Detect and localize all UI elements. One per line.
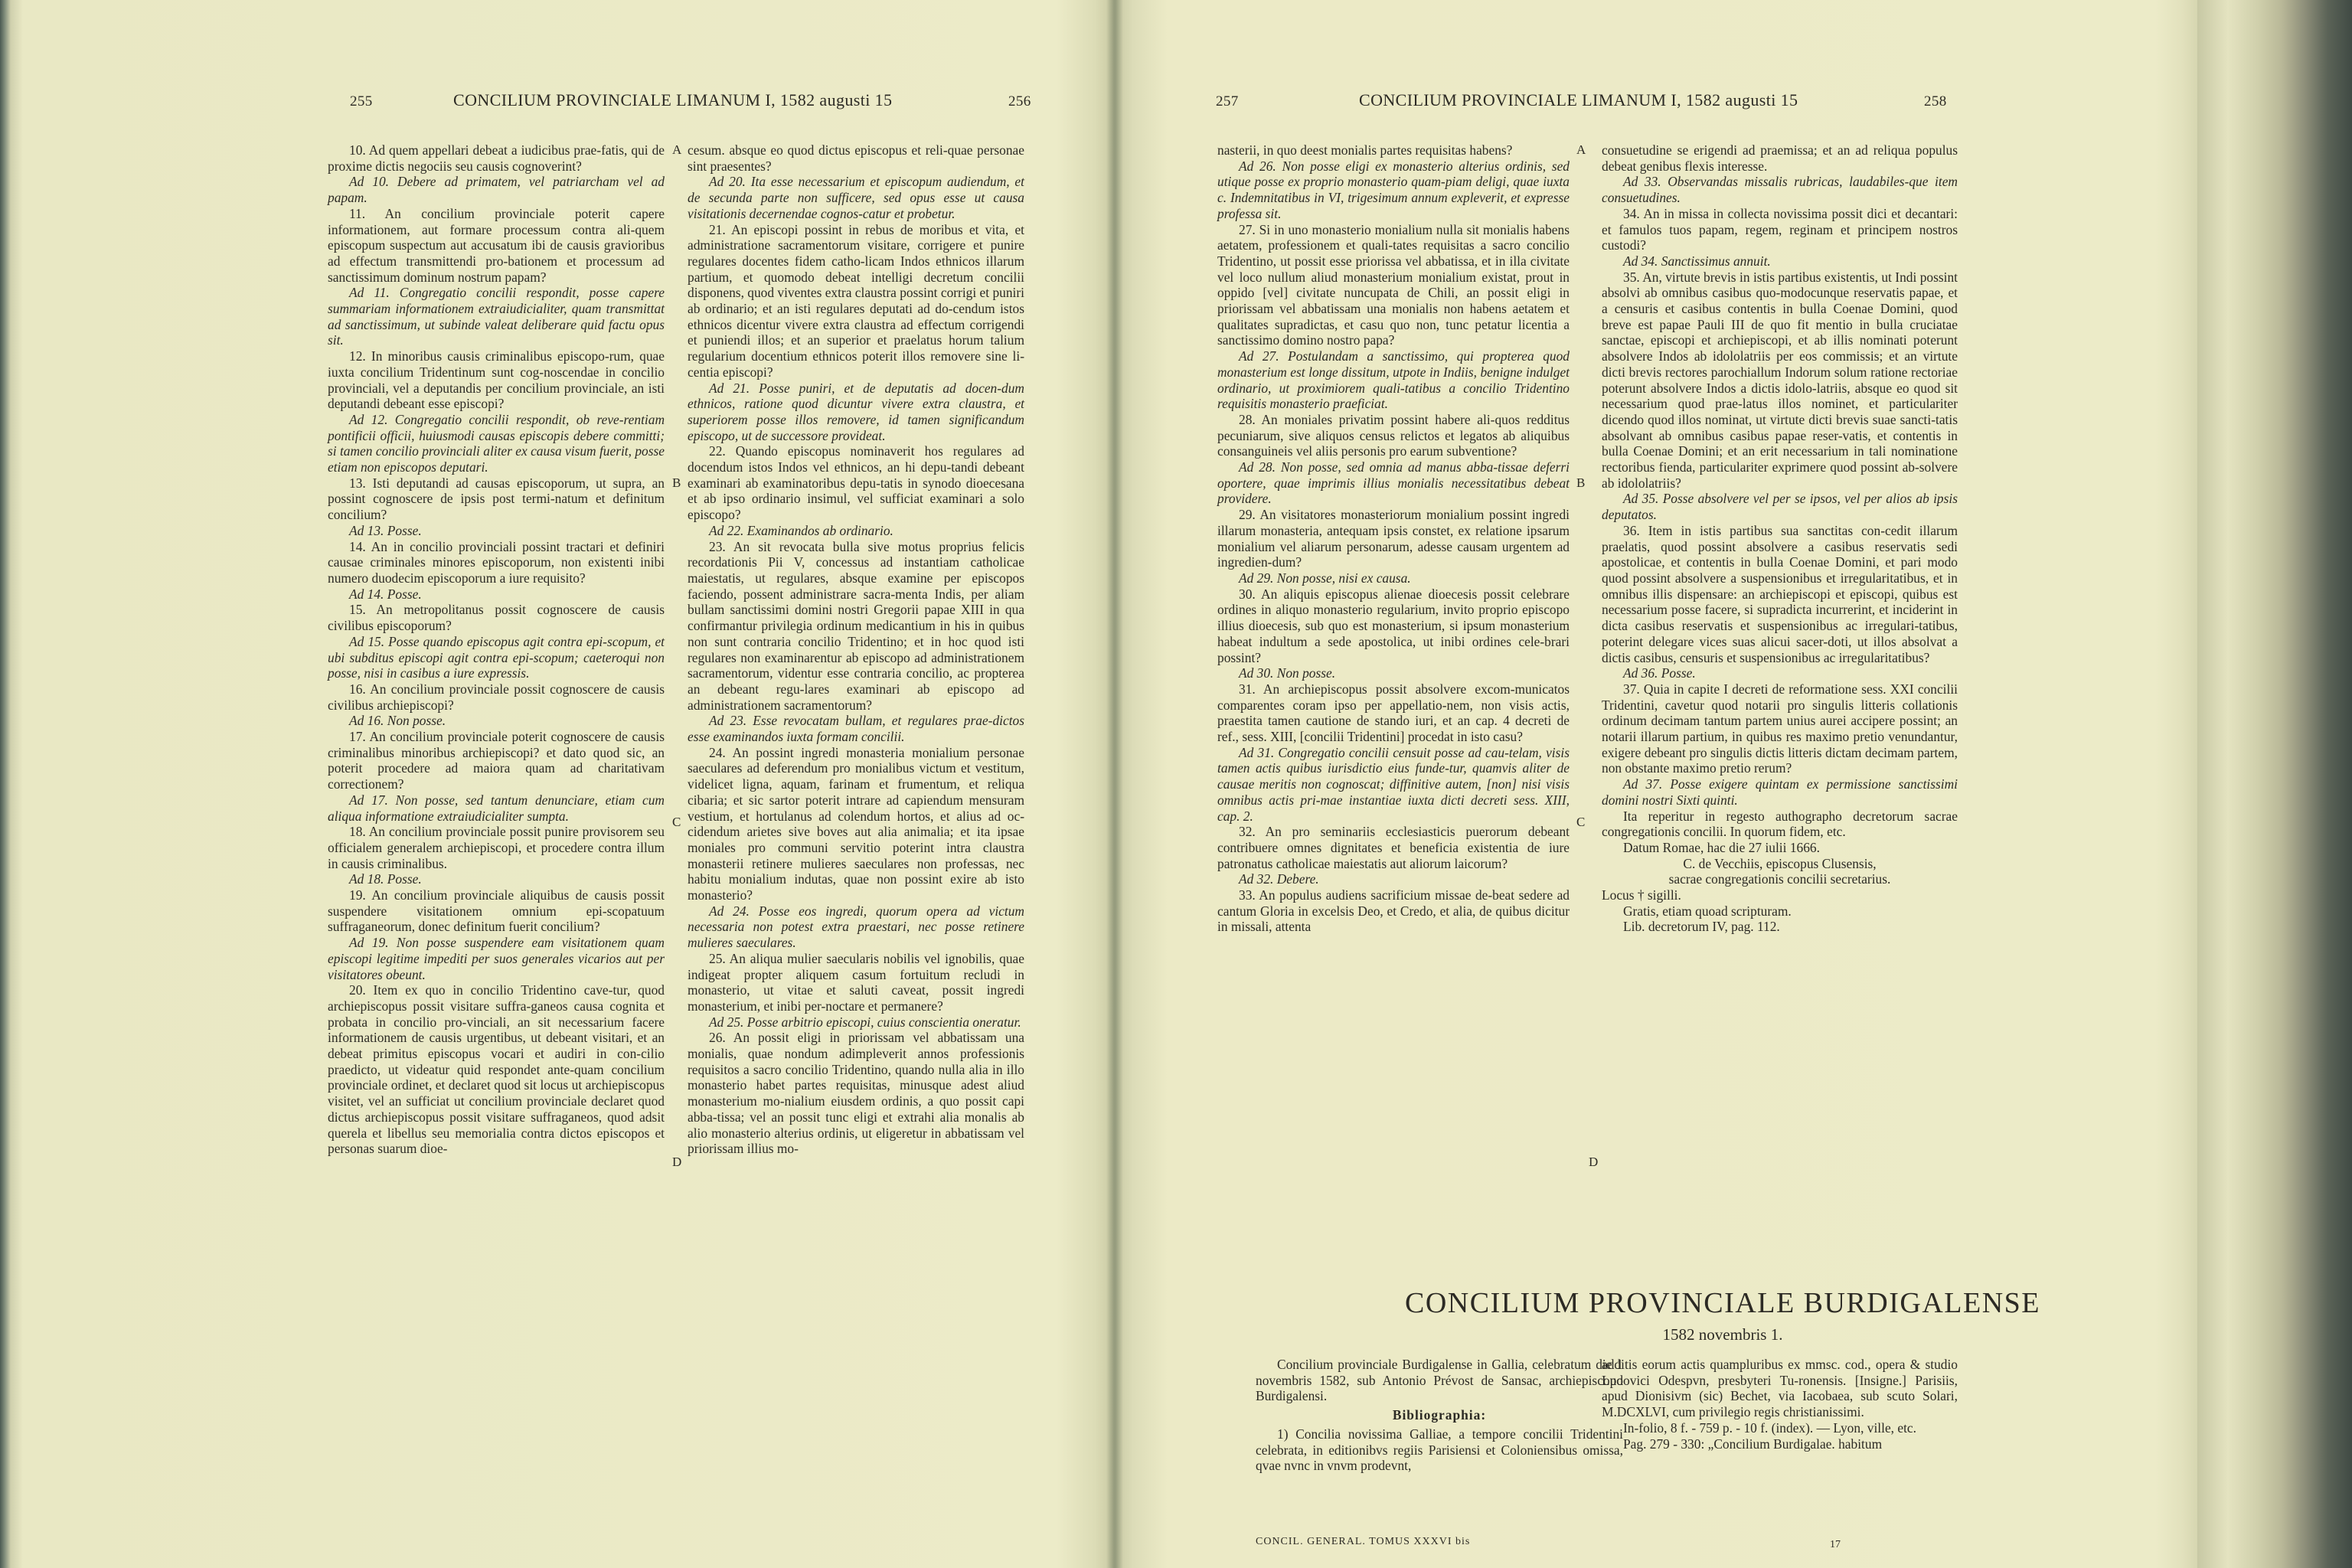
running-title: CONCILIUM PROVINCIALE LIMANUM I, 1582 augusti 15	[453, 90, 893, 109]
margin-marker: A	[672, 142, 682, 157]
response-paragraph: Ad 16. Non posse.	[349, 713, 446, 729]
question-paragraph: 15. An metropolitanus possit cognoscere de causis civilibus episcoporum?	[328, 602, 665, 634]
response-paragraph: Ad 37. Posse exigere quintam ex permissione sanctissimi domini nostri Sixti quinti.	[1602, 776, 1958, 808]
response-paragraph: Ad 14. Posse.	[349, 586, 422, 602]
question-paragraph: Gratis, etiam quoad scripturam.	[1623, 903, 1792, 919]
sheet-number: 17	[1830, 1539, 1841, 1550]
page-number: 258	[1924, 93, 1947, 109]
response-paragraph: Ad 19. Non posse suspendere eam visitationem quam episcopi legitime impediti per suos generales vicarios aut per visitatores obeunt.	[328, 935, 665, 982]
question-paragraph: nasterii, in quo deest monialis partes requisitas habens?	[1217, 142, 1513, 158]
question-paragraph: 19. An concilium provinciale aliquibus de causis possit suspendere visitationem omnium epi-scopatuum suffraganeorum, donec definitum fuerit concilium?	[328, 887, 665, 935]
response-paragraph: Ad 28. Non posse, sed omnia ad manus abba-tissae deferri oportere, quae imprimis illius monialis necessitatibus debeat providere.	[1217, 459, 1570, 507]
question-paragraph: 25. An aliqua mulier saecularis nobilis vel ignobilis, quae indigeat propter aliquem casum fortuitum recludi in monasterio, ut vitae et saluti caveat, possit ingredi monasterium, et inibi per-noctare et permanere?	[688, 950, 1024, 1014]
response-paragraph: Ad 34. Sanctissimus annuit.	[1623, 253, 1771, 269]
question-paragraph: 26. An possit eligi in priorissam vel abbatissam una monialis, quae nondum adimpleverit annos professionis requisitos a sacro concilio Tridentino, quando nulla alia in illo monasterio habet partes requisitas, minusque adest aliud monasterium mo-nialium eiusdem ordinis, a quo possit capi abba-tissa; vel an possit tunc eligi et extrahi alia monalis ab alio monasterio alterius ordinis, ut eligeretur in abbatissam vel priorissam illius mo-	[688, 1030, 1024, 1157]
response-paragraph: Ad 18. Posse.	[349, 871, 422, 887]
response-paragraph: Ad 36. Posse.	[1623, 665, 1696, 681]
text-column	[328, 142, 665, 1157]
response-paragraph: Ad 13. Posse.	[349, 522, 422, 538]
question-paragraph: consuetudine se erigendi ad praemissa; et an ad reliqua populus debeat genibus flexis interesse.	[1602, 142, 1958, 174]
question-paragraph: 33. An populus audiens sacrificium missae de-beat sedere ad cantum Gloria in excelsis Deo, et Credo, et alia, de quibus dicitur in missali, attenta	[1217, 887, 1570, 935]
response-paragraph: Ad 30. Non posse.	[1239, 665, 1336, 681]
text-column	[1602, 142, 1958, 935]
page-number: 255	[350, 93, 373, 109]
response-paragraph: Ad 12. Congregatio concilii respondit, ob reve-rentiam pontificii officii, huiusmodi causas episcopis debere committi; si tamen concilio provinciali aliter ex causa visum fuerit, posse etiam non episcopos deputari.	[328, 411, 665, 475]
question-paragraph: 20. Item ex quo in concilio Tridentino cave-tur, quod archiepiscopus possit visitare suffra-ganeos causa cognita et probata in concilio pro-vinciali, an sit necessarium facere informationem de causis urgentibus, ut debeant visitari, et an debeat primitus episcopus vocari et audiri in con-cilio praedicto, ut videatur quid respondet ante-quam concilium provinciale ordinet, et declaret quod sit locus ut archiepiscopus visitet, vel an sufficiat ut concilium provinciale declaret quod dictus archiepiscopus possit visitare suffraganeos, quod adsit querela et libellus seu memorialia contra dictos episcopos et personas suarum dioe-	[328, 982, 665, 1157]
response-paragraph: Ad 10. Debere ad primatem, vel patriarcham vel ad papam.	[328, 174, 665, 206]
margin-marker: B	[1576, 475, 1586, 490]
council-bib-column	[1602, 1357, 1958, 1452]
bibliography-entry: 1) Concilia novissima Galliae, a tempore concilii Tridentini celebrata, in editionibvs regiis Parisiensi et Coloniensibus omissa, qvae nvnc in vnvm prodevnt,	[1256, 1426, 1623, 1474]
response-paragraph: Ad 27. Postulandam a sanctissimo, qui propterea quod monasterium est longe dissitum, utpote in Indiis, benigne indulget ordinario, ut proximiorem quali-tatibus a concilio Tridentino requisitis monasterio praeficiat.	[1217, 348, 1570, 412]
question-paragraph: 21. An episcopi possint in rebus de moribus et vita, et administratione sacramentorum visitare, corrigere et punire regulares docentes fidem catho-licam Indos ethnicos illarum partium, et quomodo debeat intelligi decretum concilii disponens, quod viventes extra claustra possint corrigi et puniri ab ordinario; et an isti regulares deputati ad do-cendum istos ethnicos dicentur vivere extra claustra ad effectum corrigendi et puniendi illos; et an superior et praelatus horum talium regularium docentium ethnicos poterit illos removere sine li-centia episcopi?	[688, 221, 1024, 380]
response-paragraph: Ad 23. Esse revocatam bullam, et regulares prae-dictos esse examinandos iuxta formam concilii.	[688, 713, 1024, 745]
margin-marker: C	[1576, 815, 1586, 829]
question-paragraph: sacrae congregationis concilii secretarius.	[1668, 871, 1891, 887]
question-paragraph: 10. Ad quem appellari debeat a iudicibus prae-fatis, qui de proxime dictis negociis seu causis cognoverint?	[328, 142, 665, 174]
question-paragraph: 14. An in concilio provinciali possint tractari et definiri causae criminales minores episcoporum, non existenti inibi numero duodecim episcoporum a iure requisito?	[328, 538, 665, 586]
book-gutter	[1106, 0, 1123, 1568]
question-paragraph: 13. Isti deputandi ad causas episcoporum, ut supra, an possint cognoscere de ipsis post termi-natum et definitum concilium?	[328, 475, 665, 523]
question-paragraph: Locus † sigilli.	[1602, 887, 1681, 903]
response-paragraph: Ad 24. Posse eos ingredi, quorum opera ad victum necessaria non potest extra praestari, nec posse retinere mulieres saeculares.	[688, 903, 1024, 951]
response-paragraph: Ad 35. Posse absolvere vel per se ipsos, vel per alios ab ipsis deputatos.	[1602, 491, 1958, 523]
bibliography-continuation: additis eorum actis quampluribus ex mmsc. cod., opera & studio Ludovici Odespvn, presbyteri Tu-ronensis. [Insigne.] Parisiis, apud Dionisivm (sic) Bechet, via Iacobaea, sub scuto Solari, M.DCXLVI, cum privilegio regis christianissimi.	[1602, 1357, 1958, 1420]
question-paragraph: 12. In minoribus causis criminalibus episcopo-rum, quae iuxta concilium Tridentinum sunt cog-noscendae in concilio provinciali, vel a deputandis per concilium provinciale, an isti deputandi debeant esse episcopi?	[328, 348, 665, 412]
left-running-head	[0, 89, 1114, 119]
question-paragraph: 28. An moniales privatim possint habere ali-quos redditus pecuniarum, sive aliquos census relictos et legatos ab aliquibus consanguineis vel aliis personis pro earum subventione?	[1217, 411, 1570, 459]
response-paragraph: Ad 15. Posse quando episcopus agit contra epi-scopum, et ubi subditus episcopi agit contra epi-scopum; caeteroqui non posse, nisi in casibus a iure expressis.	[328, 633, 665, 681]
response-paragraph: Ad 29. Non posse, nisi ex causa.	[1239, 570, 1411, 586]
question-paragraph: 16. An concilium provinciale possit cognoscere de causis civilibus archiepiscopi?	[328, 681, 665, 713]
left-page	[0, 0, 1114, 1568]
question-paragraph: Ita reperitur in regesto authographo decretorum sacrae congregationis concilii. In quorum fidem, etc.	[1602, 808, 1958, 840]
response-paragraph: Ad 20. Ita esse necessarium et episcopum audiendum, et de secunda parte non sufficere, sed opus esse ut causa visitationis decernendae cognos-catur et probetur.	[688, 174, 1024, 221]
margin-marker: C	[672, 815, 681, 829]
margin-marker: D	[1589, 1155, 1599, 1169]
question-paragraph: 22. Quando episcopus nominaverit hos regulares ad docendum istos Indos vel ethnicos, an hi depu-tandi debeant examinari ab examinatoribus depu-tatis in synodo dioecesana et ab ipso ordinario insimul, vel sufficiat examinari a solo episcopo?	[688, 443, 1024, 523]
council-title: CONCILIUM PROVINCIALE BURDIGALENSE	[1405, 1287, 2040, 1319]
page-number: 257	[1216, 93, 1239, 109]
question-paragraph: 24. An possint ingredi monasteria monialium personae saeculares ad deferendum pro monialibus victum et vestitum, videlicet ligna, aquam, farinam et frumentum, et reliqua cibaria; et sic sartor poterit intrare ad capiendum mensuram vestium, et hortulanus ad colendum hortos, et alius ad oc-cidendum arietes sive boves aut alia animalia; et ita ipsae moniales pro communi servitio poterint intra claustra monasterii retinere mulieres saeculares non professas, nec habitu monialium indutas, quae non possint exire ab isto monasterio?	[688, 744, 1024, 903]
response-paragraph: Ad 17. Non posse, sed tantum denunciare, etiam cum aliqua informatione extraiudicialiter sumpta.	[328, 792, 665, 824]
question-paragraph: 17. An concilium provinciale poterit cognoscere de causis criminalibus minoribus archiepiscopi? et dato quod sic, an poterit procedere ad maiora quam ad charitativam correctionem?	[328, 729, 665, 792]
question-paragraph: 34. An in missa in collecta novissima possit dici et decantari: et famulos tuos papam, regem, reginam et principem nostros custodi?	[1602, 205, 1958, 253]
response-paragraph: Ad 11. Congregatio concilii respondit, posse capere summariam informationem extraiudicialiter, quam transmittat ad sanctissimum, ut subinde valeat deliberare quid factu opus sit.	[328, 285, 665, 348]
margin-marker: D	[672, 1155, 682, 1169]
question-paragraph: 37. Quia in capite I decreti de reformatione sess. XXI concilii Tridentini, cavetur quod notarii pro singulis litteris collationis ordinum decimam tantum partem unius aurei accipere possint; an notarii illarum partium, in quibus res maximo pretio venundantur, exigere debeant pro singulis dictis litteris dictam decimam partem, non obstante maximo pretio rerum?	[1602, 681, 1958, 776]
question-paragraph: 35. An, virtute brevis in istis partibus existentis, ut Indi possint absolvi ab omnibus casibus quo-modocunque reservatis papae, et a censuris et casibus contentis in bulla Coenae Domini, quod breve est papae Pauli III de quo fit mentio in bulla cruciatae sanctae, episcopi et archiepiscopi, et ab illis nominati poterunt absolvere Indos ab idololatriis per eos commissis; et an virtute dicti brevis rectores parochiallum Indorum solum ratione rectoriae poterunt absolvere Indos a dictis idolo-latriis, absque eo quod sit necessarium quod prae-latus illos nominet, et particulariter dicendo quod illos nominat, ut virtute dicti brevis suae sancti-tatis absolvant ab omnibus casibus papae reser-vatis, et contentis in bulla Coenae Domini; et an erit necessarium in tali nominatione rectoribus fienda, particulariter exprimere quod possint ab-solvere ab idololatriis?	[1602, 269, 1958, 491]
question-paragraph: 36. Item in istis partibus sua sanctitas con-cedit illarum praelatis, quod possint absolvere a casibus reservatis sedi apostolicae, et contentis in bulla Coenae Domini, et pari modo quod possint absolvere a suspensionibus et irregularitatibus, et in omnibus illis dispensare: an archiepiscopi et episcopi, quibus est necessarium posse facere, si supradicta incurrerint, et inciderint in dicta casibus reservatis et suspensionibus ac irregulari-tatibus, poterint delegare vices suas alicui sacer-doti, ut illos absolvat a dictis casibus, censuris et suspensionibus ac irregularitatibus?	[1602, 522, 1958, 665]
right-running-head	[1114, 89, 2197, 119]
question-paragraph: 18. An concilium provinciale possit punire provisorem seu officialem generalem archiepiscopi, et procedere contra illum in causis criminalibus.	[328, 824, 665, 871]
response-paragraph: Ad 22. Examinandos ab ordinario.	[709, 522, 893, 538]
question-paragraph: cesum. absque eo quod dictus episcopus et reli-quae personae sint praesentes?	[688, 142, 1024, 174]
response-paragraph: Ad 32. Debere.	[1239, 871, 1319, 887]
margin-marker: B	[672, 475, 681, 490]
question-paragraph: 29. An visitatores monasteriorum monialium possint ingredi illarum monasteria, antequam ipsis constet, ex relatione ipsarum monialium vel aliarum personarum, adesse causam urgentem ad ingredien-dum?	[1217, 507, 1570, 570]
council-intro-column	[1256, 1357, 1623, 1474]
council-date: 1582 novembris 1.	[1662, 1325, 1783, 1344]
question-paragraph: Datum Romae, hac die 27 iulii 1666.	[1623, 839, 1820, 855]
question-paragraph: 32. An pro seminariis ecclesiasticis puerorum debeant contribuere omnes dignitates et beneficia existentia de iure patronatus catholicae maiestatis aut aliorum laicorum?	[1217, 824, 1570, 871]
running-title: CONCILIUM PROVINCIALE LIMANUM I, 1582 augusti 15	[1359, 90, 1798, 109]
question-paragraph: 31. An archiepiscopus possit absolvere excom-municatos comparentes coram ipso per appellatio-nem, non visis actis, praestita tamen cautione de stando iuri, et an cap. 4 decreti de ref., sess. XIII, [concilii Tridentini] procedat in isto casu?	[1217, 681, 1570, 745]
bibliography-format: In-folio, 8 f. - 759 p. - 10 f. (index). — Lyon, ville, etc.	[1623, 1419, 1916, 1436]
question-paragraph: Lib. decretorum IV, pag. 112.	[1623, 919, 1780, 935]
question-paragraph: 23. An sit revocata bulla sive motus proprius felicis recordationis Pii V, concessus ad instantiam catholicae maiestatis, ut regulares, absque examine per episcopos faciendo, possent administrare sacra-menta Indis, per aliam bullam sanctissimi domini nostri Gregorii papae XIII in qua confirmantur privilegia ordinum medicantium in his in quibus non sunt contraria concilio Tridentino; et in hoc quod isti regulares non examinarentur ab episcopo ad administrationem sacramentorum, videntur esse contraria concilio, ac propterea an debeant regu-lares examinari ab episcopo ad administrationem sacramentorum?	[688, 538, 1024, 713]
response-paragraph: Ad 31. Congregatio concilii censuit posse ad cau-telam, visis tamen actis quibus iurisdictio eius funde-tur, quamvis aliter de causae meritis non cognoscat; diffinitive autem, [non] nisi visis omnibus actis pri-mae instantiae iuxta dicti decreti sess. XIII, cap. 2.	[1217, 744, 1570, 824]
response-paragraph: Ad 26. Non posse eligi ex monasterio alterius ordinis, sed utique posse ex proprio monasterio quam-piam deligi, quae iuxta c. Indemnitatibus in VI, trigesimum annum expleverit, et expresse professa sit.	[1217, 158, 1570, 221]
page-edge	[2197, 0, 2352, 1568]
margin-marker: A	[1576, 142, 1586, 157]
bibliography-heading: Bibliographia:	[1392, 1407, 1487, 1423]
question-paragraph: 11. An concilium provinciale poterit capere informationem, aut formare processum contra ali-quem episcopum suspectum aut accusatum ibi de causis gravioribus ad effectum transmittendi pro-bationem et processum ad sanctissimum dominum nostrum papam?	[328, 205, 665, 285]
text-column	[1217, 142, 1570, 935]
response-paragraph: Ad 33. Observandas missalis rubricas, laudabiles-que item consuetudines.	[1602, 174, 1958, 206]
page-number: 256	[1008, 93, 1031, 109]
question-paragraph: 30. An aliquis episcopus alienae dioecesis possit celebrare ordines in aliquo monasterio regularium, invito proprio episcopo illius dioecesis, sub quo est monasterium, si ipsum monasterium habeat indultum a sede apostolica, ut inibi ordines cele-brari possint?	[1217, 586, 1570, 665]
response-paragraph: Ad 21. Posse puniri, et de deputatis ad docen-dum ethnicos, ratione quod dicuntur vivere extra claustra, et superiorem posse illos removere, id tamen significandum episcopo, ut de successore provideat.	[688, 380, 1024, 443]
response-paragraph: Ad 25. Posse arbitrio episcopi, cuius conscientia oneratur.	[709, 1014, 1021, 1030]
bibliography-pages: Pag. 279 - 330: „Concilium Burdigalae. habitum	[1623, 1436, 1883, 1452]
signature-mark: CONCIL. GENERAL. TOMUS XXXVI bis	[1256, 1536, 1471, 1547]
question-paragraph: 27. Si in uno monasterio monialium nulla sit monialis habens aetatem, professionem et quali-tates requisitas a sacro concilio Tridentino, ut possit esse priorissa vel abbatissa, et in illa civitate vel loco nullum aliud monasterium monialium existat, prout in oppido [vel] civitate nuncupata de Chili, an possit eligi in priorissam vel abbatissam una monialis non habens aetatem et qualitates supradictas, et casu quo non, tunc petatur licentia a sanctissimo domino nostro papa?	[1217, 221, 1570, 348]
text-column	[688, 142, 1024, 1157]
council-intro: Concilium provinciale Burdigalense in Gallia, celebratum die 1 novembris 1582, sub Antonio Prévost de Sansac, archiepiscopo Burdigalensi.	[1256, 1357, 1623, 1404]
question-paragraph: C. de Vecchiis, episcopus Clusensis,	[1683, 855, 1877, 871]
